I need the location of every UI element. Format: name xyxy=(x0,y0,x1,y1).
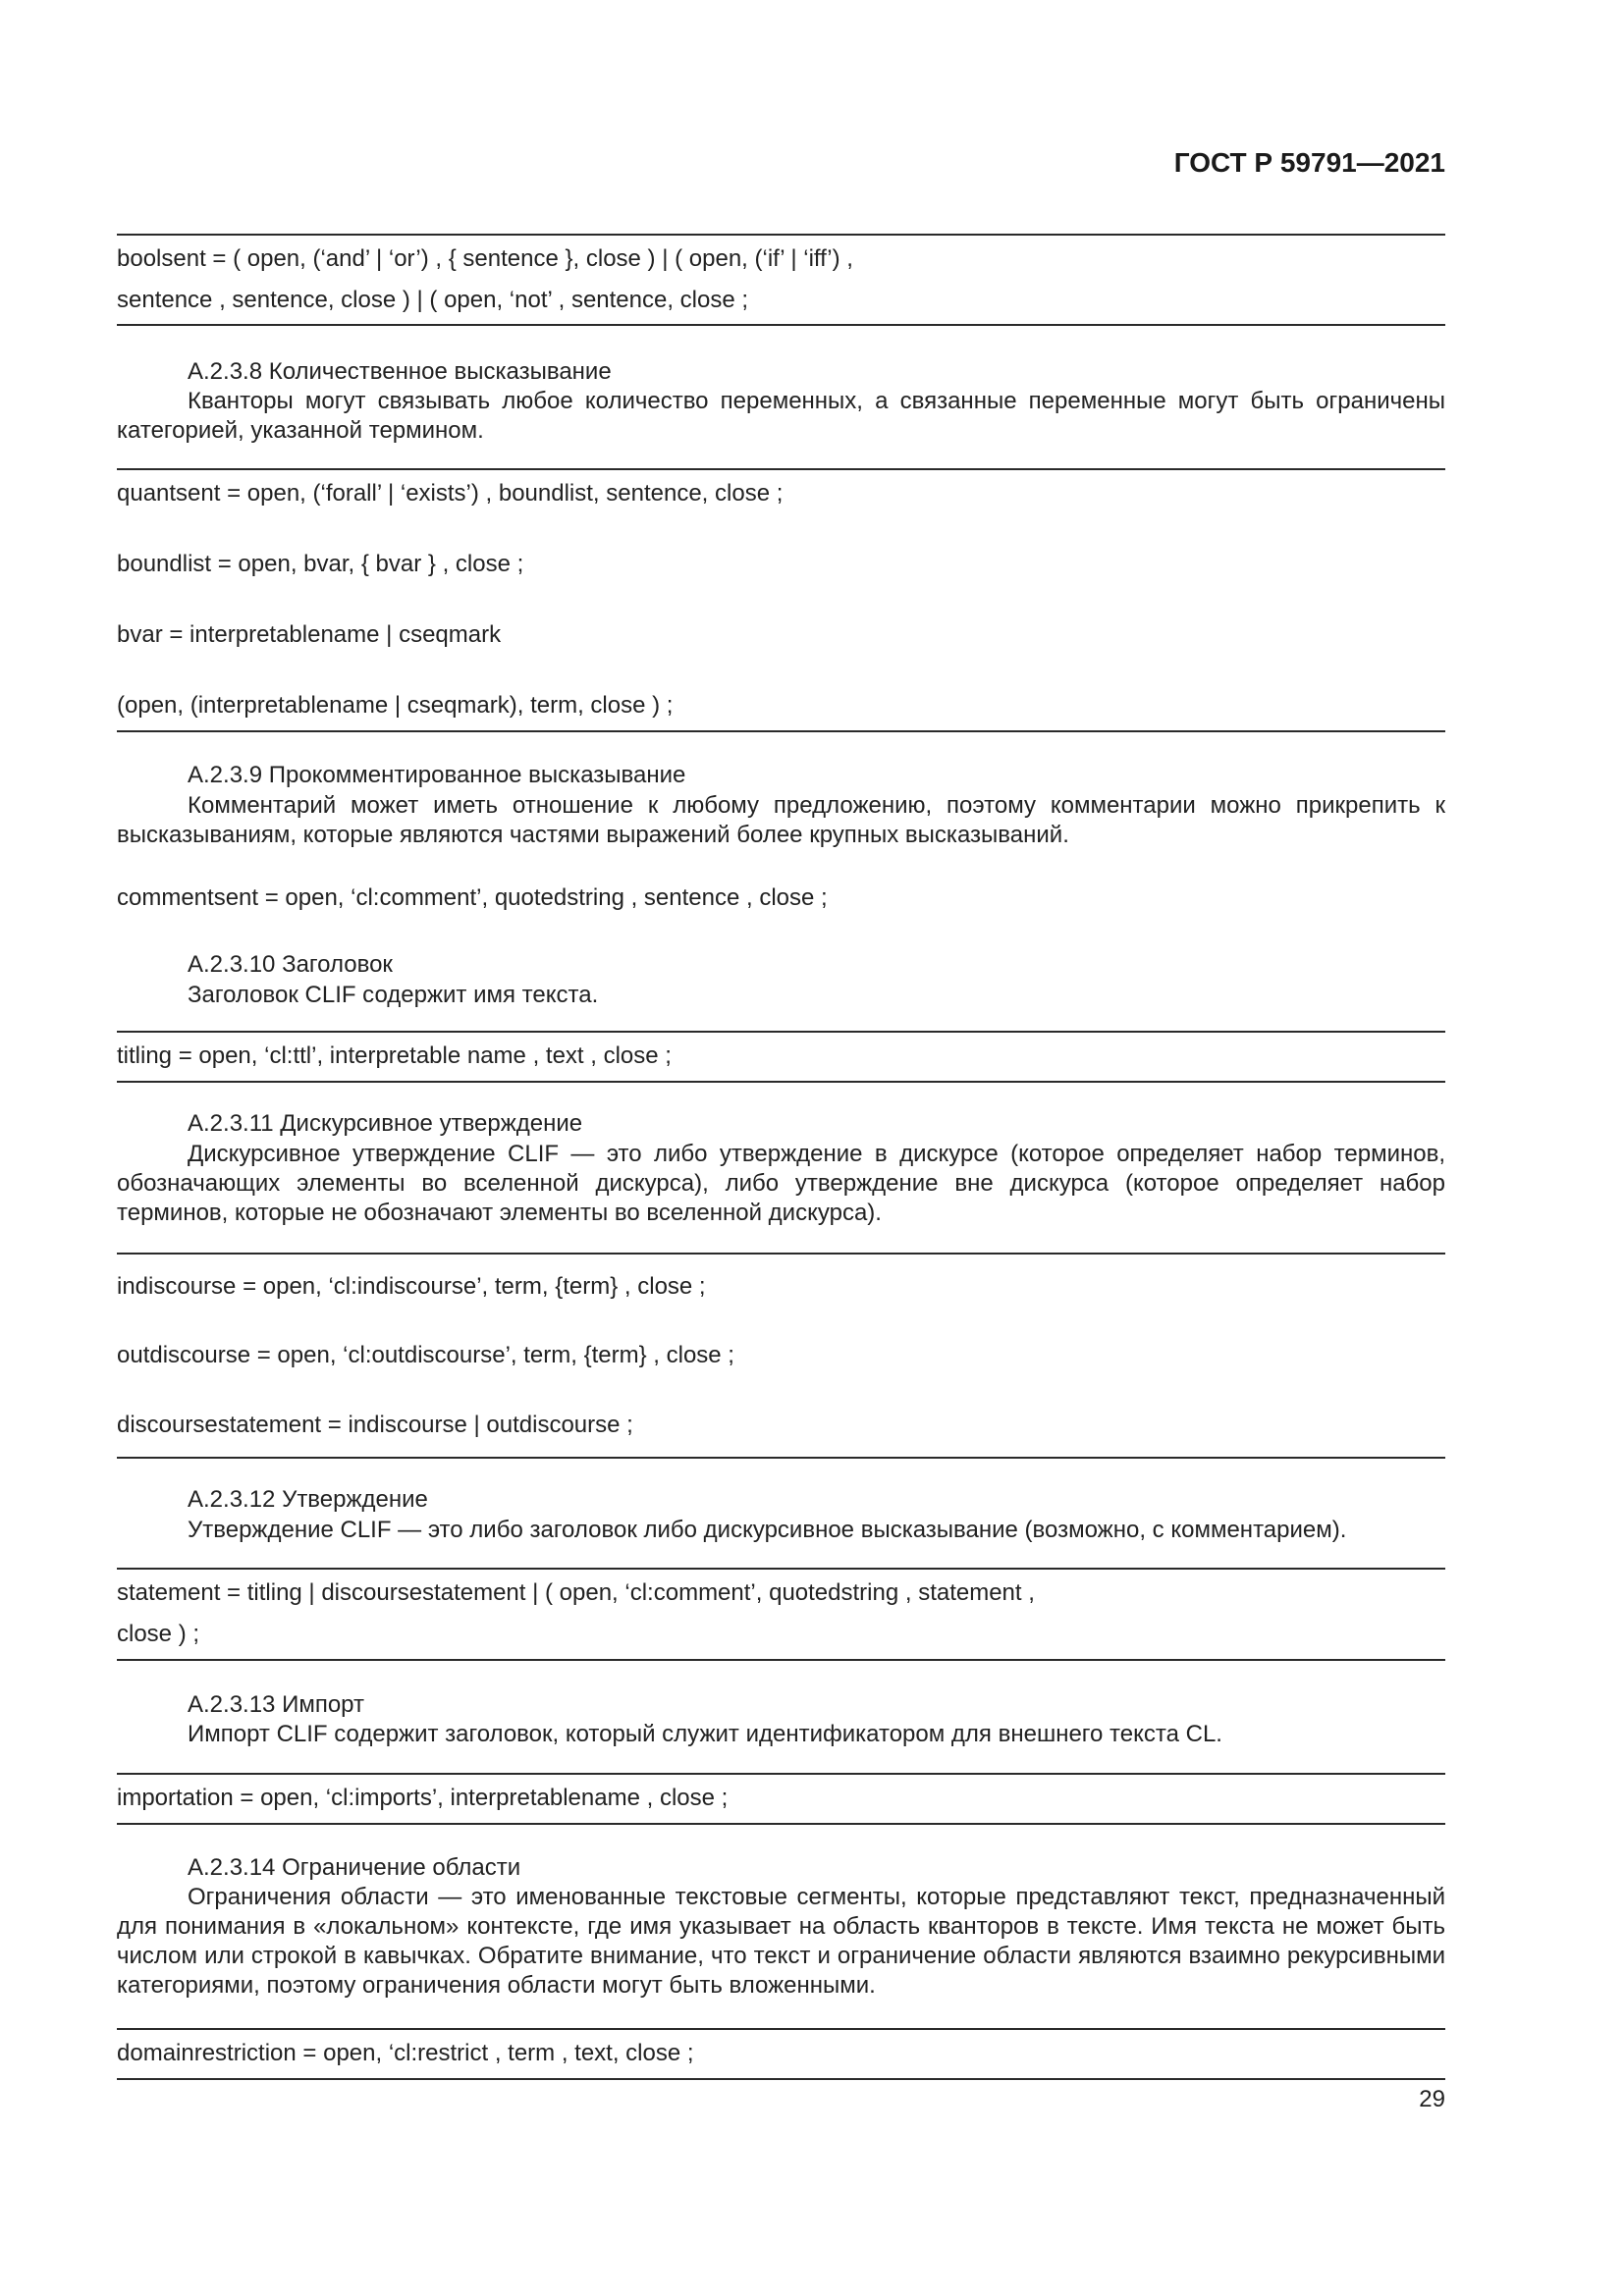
paragraph-quantified: Кванторы могут связывать любое количество переменных, а связанные переменные могут быть ограничены категорией, указанной термином. xyxy=(117,388,1445,444)
section-heading-titling: A.2.3.10 Заголовок xyxy=(188,951,393,978)
code-boundlist: boundlist = open, bvar, { bvar } , close ; xyxy=(117,551,524,577)
rule-top-discourse xyxy=(117,1253,1445,1255)
rule-bottom-discourse xyxy=(117,1457,1445,1459)
code-indiscourse: indiscourse = open, ‘cl:indiscourse’, term, {term} , close ; xyxy=(117,1273,706,1300)
document-header-id: ГОСТ Р 59791—2021 xyxy=(1173,147,1445,178)
paragraph-importation: Импорт CLIF содержит заголовок, который служит идентификатором для внешнего текста CL. xyxy=(188,1721,1222,1747)
page-number: 29 xyxy=(1419,2086,1445,2112)
rule-bottom-boolsent xyxy=(117,324,1445,326)
code-bvar: bvar = interpretablename | cseqmark xyxy=(117,621,502,648)
paragraph-discourse: Дискурсивное утверждение CLIF — это либо утверждение в дискурсе (которое определяет набор терминов, обозначающих элементы во вселенной дискурса), либо утверждение вне дискурса (которое определяет набор терминов, которые не обозначают элементы во вселенной дискурса). xyxy=(117,1141,1445,1226)
code-discoursestatement: discoursestatement = indiscourse | outdiscourse ; xyxy=(117,1412,633,1438)
code-bvar-restricted: (open, (interpretablename | cseqmark), term, close ) ; xyxy=(117,692,674,719)
section-heading-statement: A.2.3.12 Утверждение xyxy=(188,1486,428,1513)
rule-top-domain xyxy=(117,2028,1445,2030)
code-titling: titling = open, ‘cl:ttl’, interpretable name , text , close ; xyxy=(117,1042,672,1069)
code-quantsent: quantsent = open, (‘forall’ | ‘exists’) , boundlist, sentence, close ; xyxy=(117,480,784,507)
code-statement-line1: statement = titling | discoursestatement | ( open, ‘cl:comment’, quotedstring , statement , xyxy=(117,1579,1035,1606)
paragraph-domain: Ограничения области — это именованные текстовые сегменты, которые представляют текст, предназначенный для понимания в «локальном» контексте, где имя указывает на область кванторов в тексте. Имя текста не может быть числом или строкой в кавычках. Обратите внимание, что текст и ограничение области являются взаимно рекурсивными категориями, поэтому ограничения области могут быть вложенными. xyxy=(117,1884,1445,1999)
code-importation: importation = open, ‘cl:imports’, interpretablename , close ; xyxy=(117,1785,729,1811)
code-commentsent: commentsent = open, ‘cl:comment’, quotedstring , sentence , close ; xyxy=(117,884,828,911)
section-heading-domain: A.2.3.14 Ограничение области xyxy=(188,1854,521,1881)
rule-bottom-quantsent xyxy=(117,730,1445,732)
rule-bottom-domain xyxy=(117,2078,1445,2080)
section-heading-discourse: A.2.3.11 Дискурсивное утверждение xyxy=(188,1110,583,1137)
rule-top-titling xyxy=(117,1031,1445,1033)
rule-top-statement xyxy=(117,1568,1445,1570)
paragraph-statement: Утверждение CLIF — это либо заголовок либо дискурсивное высказывание (возможно, с комментарием). xyxy=(188,1517,1347,1543)
rule-top-importation xyxy=(117,1773,1445,1775)
rule-top-boolsent xyxy=(117,234,1445,236)
rule-bottom-importation xyxy=(117,1823,1445,1825)
code-statement-line2: close ) ; xyxy=(117,1621,200,1647)
paragraph-commented: Комментарий может иметь отношение к любому предложению, поэтому комментарии можно прикрепить к высказываниям, которые являются частями выражений более крупных высказываний. xyxy=(117,792,1445,848)
paragraph-titling: Заголовок CLIF содержит имя текста. xyxy=(188,982,599,1008)
rule-bottom-titling xyxy=(117,1081,1445,1083)
section-heading-importation: A.2.3.13 Импорт xyxy=(188,1691,364,1718)
section-heading-commented: A.2.3.9 Прокомментированное высказывание xyxy=(188,762,686,788)
code-outdiscourse: outdiscourse = open, ‘cl:outdiscourse’, term, {term} , close ; xyxy=(117,1342,734,1368)
code-boolsent-line2: sentence , sentence, close ) | ( open, ‘not’ , sentence, close ; xyxy=(117,287,749,313)
code-boolsent-line1: boolsent = ( open, (‘and’ | ‘or’) , { sentence }, close ) | ( open, (‘if’ | ‘iff’) , xyxy=(117,245,853,272)
section-heading-quantified: A.2.3.8 Количественное высказывание xyxy=(188,358,612,385)
rule-bottom-statement xyxy=(117,1659,1445,1661)
rule-top-quantsent xyxy=(117,468,1445,470)
code-domainrestriction: domainrestriction = open, ‘cl:restrict , term , text, close ; xyxy=(117,2040,694,2066)
